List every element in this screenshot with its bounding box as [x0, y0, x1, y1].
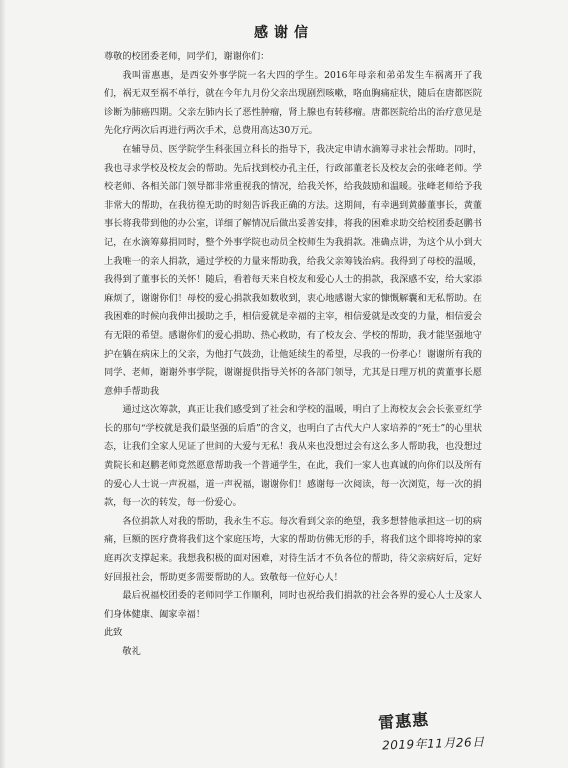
letter-body	[104, 48, 482, 662]
scan-edge-shadow	[0, 0, 6, 768]
paragraph-1: 我叫雷惠惠，是西安外事学院一名大四的学生。2016年母亲和弟弟发生车祸离开了我们，祸无双至祸不单行，就在今年九月份父亲出现剧烈咳嗽，咯血胸痛症状，随后在唐都医院诊断为肺癌四期。父亲左肺内长了恶性肿瘤，肾上腺也有转移瘤。唐都医院给出的治疗意见是先化疗两次后再进行两次手术，总费用高达30万元。	[104, 69, 482, 137]
handwritten-date: 2019年11月26日	[381, 734, 485, 753]
paragraph-5: 最后祝福校团委的老师同学工作顺利，同时也祝给我们捐款的社会各界的爱心人士及家人们身体健康、阖家幸福！	[104, 590, 482, 620]
paragraph-2: 在辅导员、医学院学生科张国立科长的指导下，我决定申请水滴筹寻求社会帮助。同时，我也寻求学校及校友会的帮助。先后找到校办孔主任，行政部董老长及校友会的张峰老师。学校老师、各相关部门领导都非常重视我的情况，给我关怀，给我鼓励和温暖。张峰老师给予我非常大的帮助，在我彷徨无助的时刻告诉我正确的方法。这期间，有幸遇到黄藤董事长，黄董事长将我带到他的办公室，详细了解情况后做出妥善安排，将我的困难求助交给校团委赵鹏书记，在水滴筹募捐同时，整个外事学院也动员全校师生为我捐款。准确点讲，为这个从小到大上我唯一的亲人捐款，通过学校的力量来帮助我，给我父亲筹钱治病。我得到了母校的温暖，我得到了董事长的关怀！随后，看着每天来自校友和爱心人士的捐款，我深感不安，给大家添麻烦了，谢谢你们！母校的爱心捐款我如数收到，衷心地感谢大家的慷慨解囊和无私帮助。在我困难的时候向我伸出援助之手，相信爱就是幸福的主宰，相信爱就是改变的力量，相信爱会有无限的希望。感谢你们的爱心捐助、热心救助，有了校友会、学校的帮助，我才能坚强地守护在躺在病床上的父亲，为他打气鼓劲，让他延续生的希望，尽我的一份孝心！谢谢所有我的同学、老师，谢谢外事学院，谢谢提供指导关怀的各部门领导，尤其是日理万机的黄董事长愿意伸手帮助我	[104, 143, 482, 397]
regards-line: 敬礼	[122, 646, 141, 657]
paragraph-4: 各位捐款人对我的帮助，我永生不忘。每次看到父亲的绝望，我多想替他承担这一切的病痛，巨额的医疗费将我们这个家庭压垮，大家的帮助仿佛无形的手，将我们这个即将垮掉的家庭再次支撑起来。我想我积极的面对困难，对待生活才不负各位的帮助，待父亲病好后，定好好回报社会，帮助更多需要帮助的人。致敬每一位好心人！	[104, 515, 482, 583]
salutation: 尊敬的校团委老师，同学们，谢谢你们：	[104, 51, 270, 62]
paragraph-3: 通过这次筹款，真正让我们感受到了社会和学校的温暖，明白了上海校友会会长张亚红学长的那句“学校就是我们最坚强的后盾”的含义，也明白了古代大户人家培养的“死士”的心里状态，让我们全家人见证了世间的大爱与无私！我从来也没想过会有这么多人帮助我，也没想过黄院长和赵鹏老师竟然愿意帮助我一个普通学生，在此，我们一家人也真诚的向你们以及所有的爱心人士说一声祝福，道一声祝福，谢谢你们！感谢每一次阅读，每一次浏览，每一次的捐款，每一次的转发，每一份爱心。	[104, 404, 482, 509]
letter-title: 感谢信	[254, 25, 314, 41]
closing-line: 此致	[104, 627, 123, 639]
handwritten-signature: 雷惠惠	[377, 709, 430, 733]
